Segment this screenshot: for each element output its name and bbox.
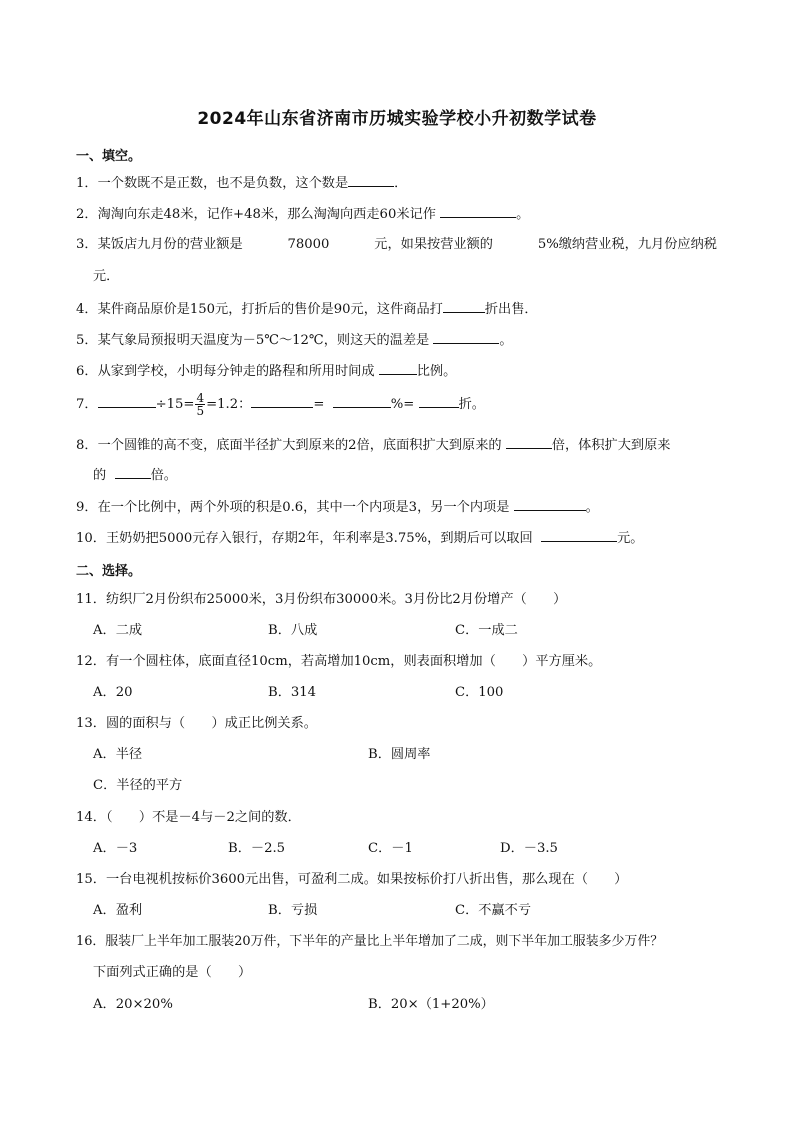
answer-blank[interactable]: [541, 529, 617, 542]
question-1: [76, 174, 407, 193]
question-4-text: 4．某件商品原价是150元，打折后的售价是90元，这件商品打: [76, 302, 443, 317]
question-6-end: 比例。: [416, 364, 457, 379]
question-4: [76, 300, 538, 319]
question-12: 12．有一个圆柱体，底面直径10cm，若高增加10cm，则表面积增加（ ）平方厘米。: [76, 654, 602, 669]
option-c[interactable]: C．－1: [368, 841, 413, 856]
fraction-denominator: 5: [196, 404, 205, 418]
answer-blank[interactable]: [98, 395, 156, 408]
answer-blank[interactable]: [251, 395, 313, 408]
question-14: 14．（ ）不是－4与－2之间的数．: [76, 810, 301, 825]
question-2-end: 。: [516, 207, 530, 222]
question-8-text: 8．一个圆锥的高不变，底面半径扩大到原来的2倍，底面积扩大到原来的: [76, 438, 502, 453]
question-7-percent: %=: [390, 397, 415, 412]
question-5-text: 5．某气象局预报明天温度为－5℃～12℃，则这天的温差是: [76, 333, 430, 348]
question-3-text-b: 元，如果按营业额的: [374, 237, 493, 252]
question-3-amount: 78000: [287, 237, 330, 252]
answer-blank[interactable]: [333, 395, 391, 408]
question-10: [76, 529, 643, 548]
question-5: [76, 331, 513, 350]
option-b[interactable]: B．圆周率: [368, 747, 431, 762]
option-a[interactable]: A．半径: [93, 747, 143, 762]
question-11: 11．纺织厂2月份织布25000米，3月份织布30000米。3月份比2月份增产（ ）: [76, 592, 567, 607]
answer-blank[interactable]: [379, 362, 417, 375]
question-2-text: 2．淘淘向东走48米，记作+48米，那么淘淘向西走60米记作: [76, 207, 436, 222]
question-3: [76, 236, 717, 254]
question-8-text-b: 倍，体积扩大到原来: [551, 438, 671, 453]
question-9: [76, 498, 599, 517]
option-a[interactable]: A．二成: [93, 623, 143, 638]
option-b[interactable]: B．314: [268, 685, 317, 700]
answer-blank[interactable]: [115, 466, 151, 479]
question-7-number: 7．: [76, 397, 98, 412]
option-b[interactable]: B．－2.5: [228, 841, 286, 856]
question-6-text: 6．从家到学校，小明每分钟走的路程和所用时间成: [76, 364, 375, 379]
answer-blank[interactable]: [433, 331, 499, 344]
question-7-divide: ÷15=: [155, 397, 195, 412]
answer-blank[interactable]: [348, 174, 394, 187]
answer-blank[interactable]: [506, 436, 552, 449]
question-1-text: 1．一个数既不是正数，也不是负数，这个数是: [76, 176, 349, 191]
question-9-end: 。: [585, 500, 599, 515]
answer-blank[interactable]: [514, 498, 586, 511]
question-7-ratio: =1.2：: [206, 397, 252, 412]
section-multiple-choice: 二、选择。: [76, 564, 142, 579]
question-10-end: 元。: [617, 531, 644, 546]
question-7-end: 折。: [458, 397, 485, 412]
option-a[interactable]: A．20×20%: [93, 997, 173, 1012]
answer-blank[interactable]: [440, 205, 516, 218]
option-c[interactable]: C．半径的平方: [93, 778, 183, 793]
option-a[interactable]: A．20: [93, 685, 133, 700]
option-c[interactable]: C．一成二: [455, 623, 518, 638]
fraction-numerator: 4: [196, 391, 205, 405]
option-a[interactable]: A．盈利: [93, 903, 143, 918]
question-2: [76, 205, 529, 224]
answer-blank[interactable]: [443, 300, 485, 313]
option-c[interactable]: C．100: [455, 685, 504, 700]
answer-blank[interactable]: [419, 395, 459, 408]
question-1-end: ．: [394, 176, 408, 191]
question-8-text-c: 的: [93, 468, 107, 483]
page-title: 2024年山东省济南市历城实验学校小升初数学试卷: [197, 109, 597, 129]
section-fill-blank: 一、填空。: [76, 149, 142, 164]
question-3-text-c: 5%缴纳营业税，九月份应纳税: [537, 237, 717, 252]
question-16: 16．服装厂上半年加工服装20万件，下半年的产量比上半年增加了二成，则下半年加工服装多少万件？: [76, 934, 664, 949]
option-c[interactable]: C．不赢不亏: [455, 903, 532, 918]
fraction: [195, 392, 205, 417]
option-a[interactable]: A．－3: [93, 841, 138, 856]
question-7: [76, 391, 485, 419]
question-6: [76, 362, 456, 381]
question-16-continued: 下面列式正确的是（ ）: [93, 965, 252, 980]
question-7-equals: =: [313, 397, 325, 412]
question-9-text: 9．在一个比例中，两个外项的积是0.6，其中一个内项是3，另一个内项是: [76, 500, 510, 515]
question-8-continued: [93, 466, 177, 485]
question-3-text-a: 3．某饭店九月份的营业额是: [76, 237, 243, 252]
question-15: 15．一台电视机按标价3600元出售，可盈利二成。如果按标价打八折出售，那么现在（ ）: [76, 872, 628, 887]
question-10-text: 10．王奶奶把5000元存入银行，存期2年，年利率是3.75%，到期后可以取回: [76, 531, 533, 546]
question-13: 13．圆的面积与（ ）成正比例关系。: [76, 716, 317, 731]
question-3-continued: 元．: [93, 269, 120, 284]
option-b[interactable]: B．20×（1+20%）: [368, 997, 494, 1012]
question-8: [76, 436, 670, 455]
option-b[interactable]: B．亏损: [268, 903, 318, 918]
question-4-end: 折出售．: [484, 302, 538, 317]
option-b[interactable]: B．八成: [268, 623, 318, 638]
question-5-end: 。: [499, 333, 513, 348]
question-8-end: 倍。: [150, 468, 177, 483]
option-d[interactable]: D．－3.5: [500, 841, 558, 856]
